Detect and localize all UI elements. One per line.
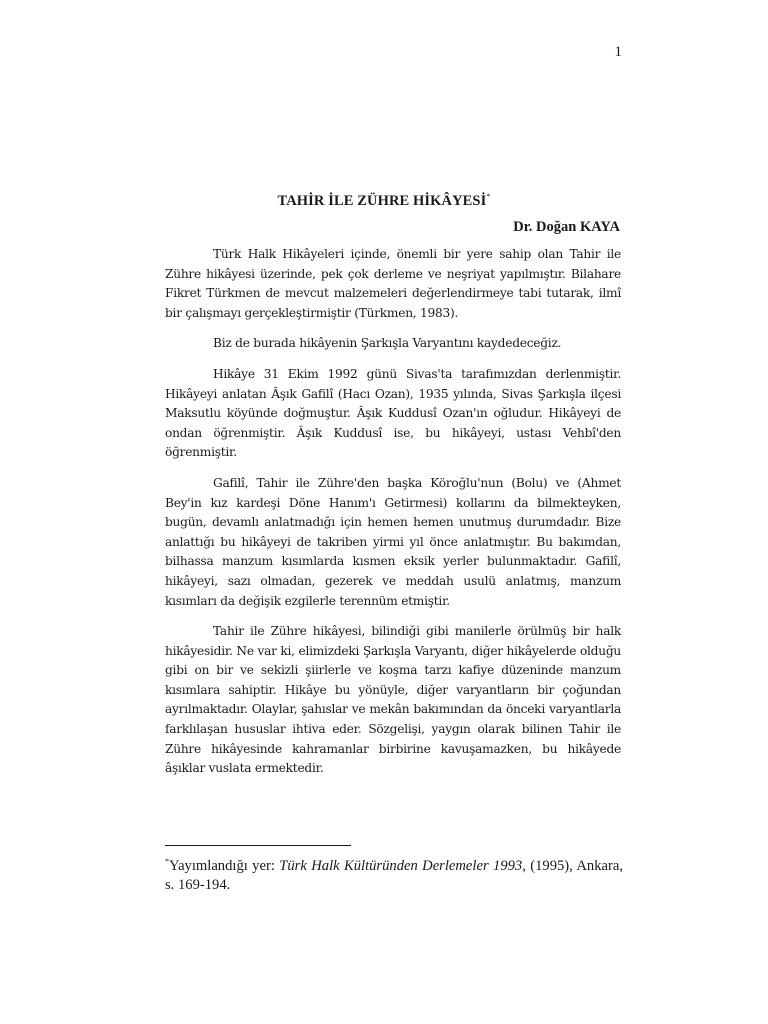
body-text [165, 245, 621, 790]
footnote-mark: * [165, 857, 169, 866]
title-footnote-mark: * [486, 192, 491, 201]
page-number: 1 [614, 44, 622, 60]
footnote [165, 852, 623, 896]
footnote-divider [165, 845, 351, 846]
paragraph: Tahir ile Zühre hikâyesi, bilindiği gibi manilerle örülmüş bir halk hikâyesidir. Ne var ki, elimizdeki Şarkışla Varyantı, diğer hikâyelerde olduğu gibi on bir ve sekizli şiirlerle ve koşma tarzı kafiye düzeninde manzum kısımlara sahiptir. Hikâye bu yönüyle, diğer varyantların bir çoğundan ayrılmaktadır. Olaylar, şahıslar ve mekân bakımından da önceki varyantlarla farklılaşan hususlar ihtiva eder. Sözgelişi, yaygın olarak bilinen Tahir ile Zühre hikâyesinde kahramanlar birbirine kavuşamazken, bu hikâyede âşıklar vuslata ermektedir. [165, 624, 621, 776]
footnote-source-title: Türk Halk Kültüründen Derlemeler 1993 [279, 857, 523, 874]
paragraph: Hikâye 31 Ekim 1992 günü Sivas'ta tarafımızdan derlenmiştir. Hikâyeyi anlatan Âşık Gafilî (Hacı Ozan), 1935 yılında, Sivas Şarkışla ilçesi Maksutlu köyünde doğmuştur. Âşık Kuddusî Ozan'ın oğludur. Hikâyeyi de ondan öğrenmiştir. Âşık Kuddusî ise, bu hikâyeyi, ustası Vehbî'den öğrenmiştir. [165, 366, 621, 460]
paragraph: Biz de burada hikâyenin Şarkışla Varyantını kaydedeceğiz. [213, 336, 562, 351]
document-title [0, 192, 768, 210]
footnote-suffix: , (1995), Ankara, s. 169-194. [165, 857, 623, 894]
title-text: TAHİR İLE ZÜHRE HİKÂYESİ [277, 192, 487, 209]
paragraph: Türk Halk Hikâyeleri içinde, önemli bir yere sahip olan Tahir ile Zühre hikâyesi üzerinde, pek çok derleme ve neşriyat yapılmıştır. Bilahare Fikret Türkmen de mevcut malzemeleri değerlendirmeye tabi tutarak, ilmî bir çalışmayı gerçekleştirmiştir (Türkmen, 1983). [165, 247, 621, 320]
author-name: Dr. Doğan KAYA [513, 219, 620, 235]
paragraph: Gafilî, Tahir ile Zühre'den başka Köroğlu'nun (Bolu) ve (Ahmet Bey'in kız kardeşi Döne Hanım'ı Getirmesi) kollarını da bilmekteyken, bugün, devamlı anlatmadığı için hemen hemen unutmuş durumdadır. Bize anlattığı bu hikâyeyi de takriben yirmi yıl önce anlatmıştır. Bu bakımdan, bilhassa manzum kısımlarda kısmen eksik yerler bulunmaktadır. Gafilî, hikâyeyi, sazı olmadan, gezerek ve meddah usulü anlatmış, manzum kısımları da değişik ezgilerle terennüm etmiştir. [165, 475, 621, 608]
footnote-prefix: Yayımlandığı yer: [169, 857, 280, 874]
